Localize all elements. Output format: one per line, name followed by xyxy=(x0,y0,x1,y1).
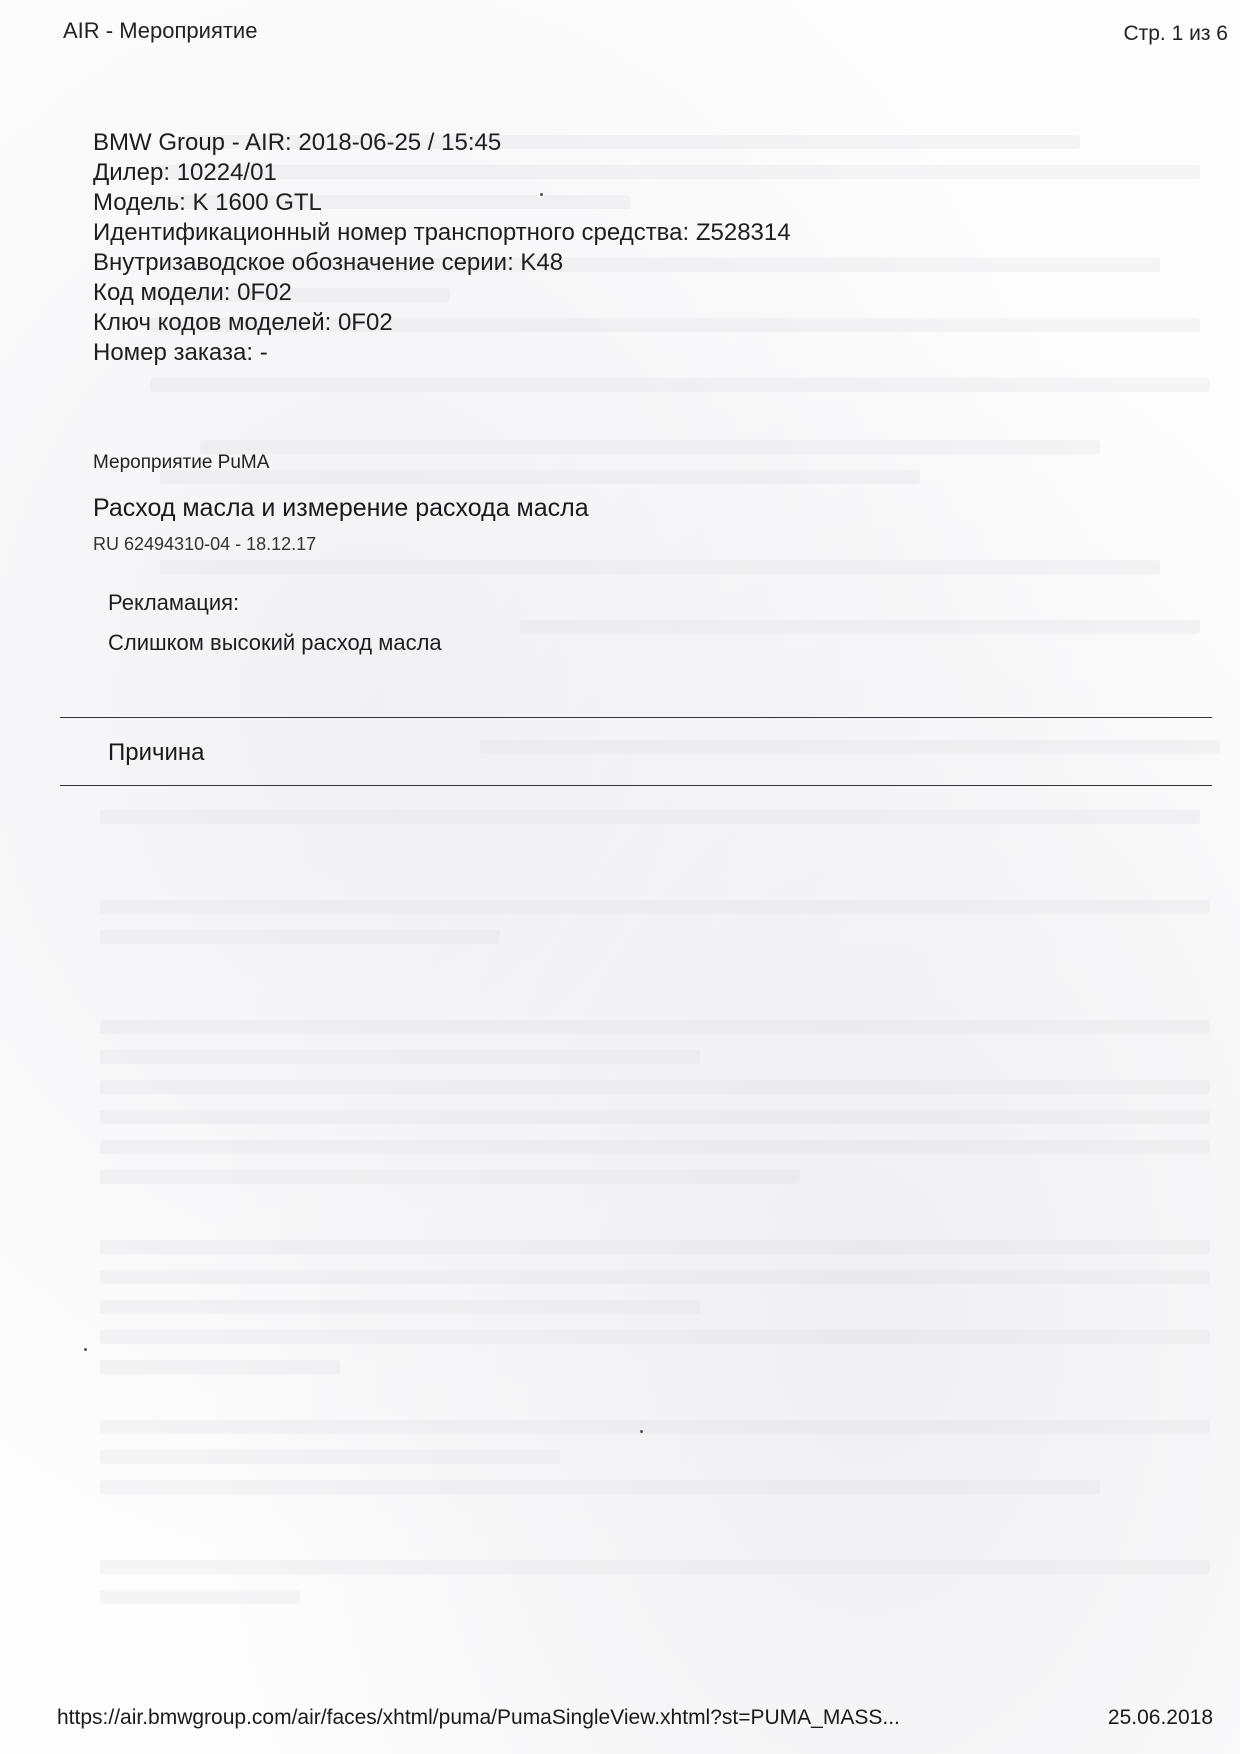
footer-url: https://air.bmwgroup.com/air/faces/xhtml/puma/PumaSingleView.xhtml?st=PUMA_MASS... xyxy=(57,1706,900,1729)
complaint-label: Рекламация: xyxy=(108,590,240,615)
show-through-line xyxy=(160,560,1160,574)
document-header-title: AIR - Мероприятие xyxy=(63,18,258,43)
show-through-line xyxy=(100,1330,1210,1344)
info-line-vin: Идентификационный номер транспортного средства: Z528314 xyxy=(93,219,791,246)
show-through-line xyxy=(100,1050,700,1064)
show-through-line xyxy=(160,470,920,484)
show-through-line xyxy=(100,1420,1210,1434)
page-indicator: Стр. 1 из 6 xyxy=(1123,22,1228,45)
show-through-line xyxy=(100,1560,1210,1574)
event-title: Расход масла и измерение расхода масла xyxy=(93,494,589,522)
divider-bottom xyxy=(60,785,1212,786)
scan-speck xyxy=(84,1348,87,1351)
show-through-line xyxy=(150,378,1210,392)
show-through-line xyxy=(100,810,1200,824)
show-through-line xyxy=(100,1140,1210,1154)
show-through-line xyxy=(100,1590,300,1604)
show-through-line xyxy=(100,1270,1210,1284)
show-through-line xyxy=(100,1080,1210,1094)
footer-print-date: 25.06.2018 xyxy=(1107,1706,1213,1729)
show-through-line xyxy=(100,1110,1210,1124)
show-through-line xyxy=(480,740,1220,754)
event-type-label: Мероприятие PuMA xyxy=(93,452,270,473)
scan-speck xyxy=(540,193,543,196)
info-line-air-timestamp: BMW Group - AIR: 2018-06-25 / 15:45 xyxy=(93,129,502,156)
show-through-line xyxy=(100,1240,1210,1254)
info-line-dealer: Дилер: 10224/01 xyxy=(93,159,277,186)
complaint-text: Слишком высокий расход масла xyxy=(108,630,442,655)
show-through-line xyxy=(100,1480,1100,1494)
info-line-model: Модель: K 1600 GTL xyxy=(93,189,322,216)
vehicle-info-block xyxy=(93,128,791,368)
scan-speck xyxy=(640,1430,643,1433)
show-through-line xyxy=(100,1360,340,1374)
show-through-line xyxy=(100,1300,700,1314)
show-through-line xyxy=(100,1450,560,1464)
show-through-line xyxy=(100,900,1210,914)
show-through-line xyxy=(520,620,1200,634)
show-through-line xyxy=(100,1020,1210,1034)
info-line-model-code: Код модели: 0F02 xyxy=(93,279,292,306)
info-line-series-code: Внутризаводское обозначение серии: K48 xyxy=(93,249,564,276)
cause-heading: Причина xyxy=(108,739,205,766)
event-reference: RU 62494310-04 - 18.12.17 xyxy=(93,534,317,554)
show-through-line xyxy=(200,440,1100,454)
info-line-model-key: Ключ кодов моделей: 0F02 xyxy=(93,309,393,336)
show-through-line xyxy=(100,930,500,944)
info-line-order-number: Номер заказа: - xyxy=(93,339,268,366)
divider-top xyxy=(60,717,1212,718)
show-through-line xyxy=(100,1170,800,1184)
